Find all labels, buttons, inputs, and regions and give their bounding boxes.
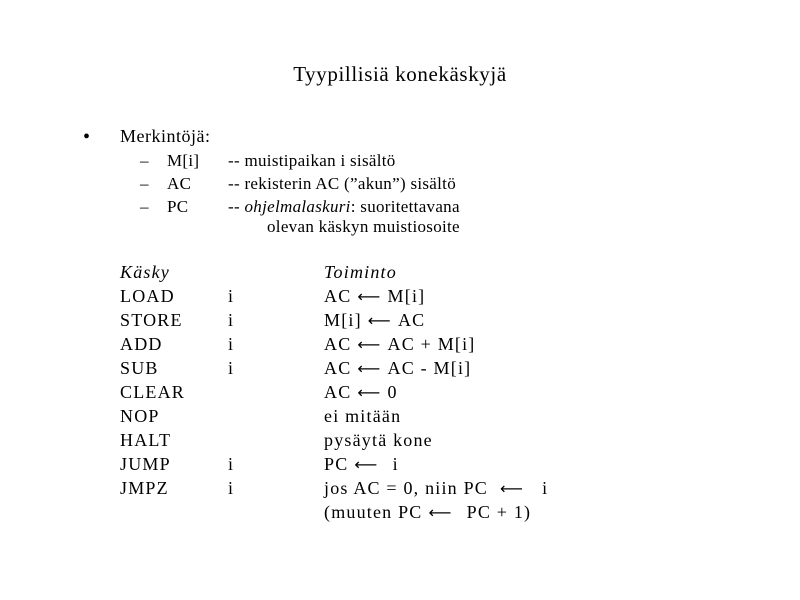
- command-arg: i: [228, 310, 235, 330]
- command-arg: i: [228, 286, 235, 306]
- action-else-lhs: (muuten PC: [324, 502, 423, 522]
- header-action: Toiminto: [324, 262, 397, 282]
- command-arg: i: [228, 478, 235, 498]
- action-lhs: AC: [324, 286, 352, 306]
- left-arrow-icon: ⟵: [428, 503, 453, 522]
- notation-heading: Merkintöjä:: [120, 126, 211, 146]
- command-action: [324, 454, 399, 475]
- action-rhs: M[i]: [387, 286, 426, 306]
- notation-term: PC: [167, 197, 189, 216]
- action-rhs: i: [542, 478, 549, 498]
- left-arrow-icon: ⟵: [357, 359, 382, 378]
- command-action: [324, 286, 425, 307]
- action-lhs: M[i]: [324, 310, 362, 330]
- notation-term: M[i]: [167, 151, 200, 170]
- notation-description: [228, 197, 460, 217]
- action-rhs: AC - M[i]: [387, 358, 472, 378]
- command-name: NOP: [120, 406, 160, 426]
- dash-icon: –: [140, 174, 149, 193]
- command-action: pysäytä kone: [324, 430, 433, 450]
- command-name: SUB: [120, 358, 159, 378]
- action-rhs: 0: [387, 382, 398, 402]
- desc-suffix: : suoritettavana: [350, 197, 460, 216]
- left-arrow-icon: ⟵: [367, 311, 392, 330]
- command-name: HALT: [120, 430, 172, 450]
- notation-description-continued: olevan käskyn muistiosoite: [267, 217, 460, 236]
- left-arrow-icon: ⟵: [357, 287, 382, 306]
- action-rhs: i: [392, 454, 399, 474]
- left-arrow-icon: ⟵: [500, 479, 525, 498]
- left-arrow-icon: ⟵: [357, 383, 382, 402]
- command-action: [324, 478, 548, 499]
- action-condition: jos AC = 0, niin PC: [324, 478, 488, 498]
- left-arrow-icon: ⟵: [354, 455, 379, 474]
- action-lhs: PC: [324, 454, 349, 474]
- bullet-icon: •: [83, 126, 91, 148]
- action-rhs: AC: [397, 310, 426, 330]
- action-else-rhs: PC + 1): [466, 502, 532, 522]
- command-name: JMPZ: [120, 478, 169, 498]
- left-arrow-icon: ⟵: [357, 335, 382, 354]
- command-action: [324, 334, 476, 355]
- notation-description: -- muistipaikan i sisältö: [228, 151, 396, 170]
- command-name: CLEAR: [120, 382, 186, 402]
- slide-title: Tyypillisiä konekäskyjä: [293, 62, 507, 86]
- command-action: ei mitään: [324, 406, 402, 426]
- action-lhs: AC: [324, 382, 352, 402]
- command-action: [324, 310, 425, 331]
- action-rhs: AC + M[i]: [387, 334, 476, 354]
- action-lhs: AC: [324, 358, 352, 378]
- command-action: [324, 382, 398, 403]
- desc-prefix: --: [228, 197, 240, 216]
- command-action-else: [324, 502, 531, 523]
- desc-italic-term: ohjelmalaskuri: [244, 197, 351, 216]
- command-arg: i: [228, 358, 235, 378]
- notation-term: AC: [167, 174, 192, 193]
- command-name: JUMP: [120, 454, 171, 474]
- command-arg: i: [228, 454, 235, 474]
- command-name: ADD: [120, 334, 163, 354]
- dash-icon: –: [140, 151, 149, 170]
- dash-icon: –: [140, 197, 149, 216]
- notation-description: -- rekisterin AC (”akun”) sisältö: [228, 174, 457, 193]
- command-action: [324, 358, 471, 379]
- command-name: STORE: [120, 310, 183, 330]
- command-arg: i: [228, 334, 235, 354]
- header-command: Käsky: [120, 262, 170, 282]
- action-lhs: AC: [324, 334, 352, 354]
- command-name: LOAD: [120, 286, 175, 306]
